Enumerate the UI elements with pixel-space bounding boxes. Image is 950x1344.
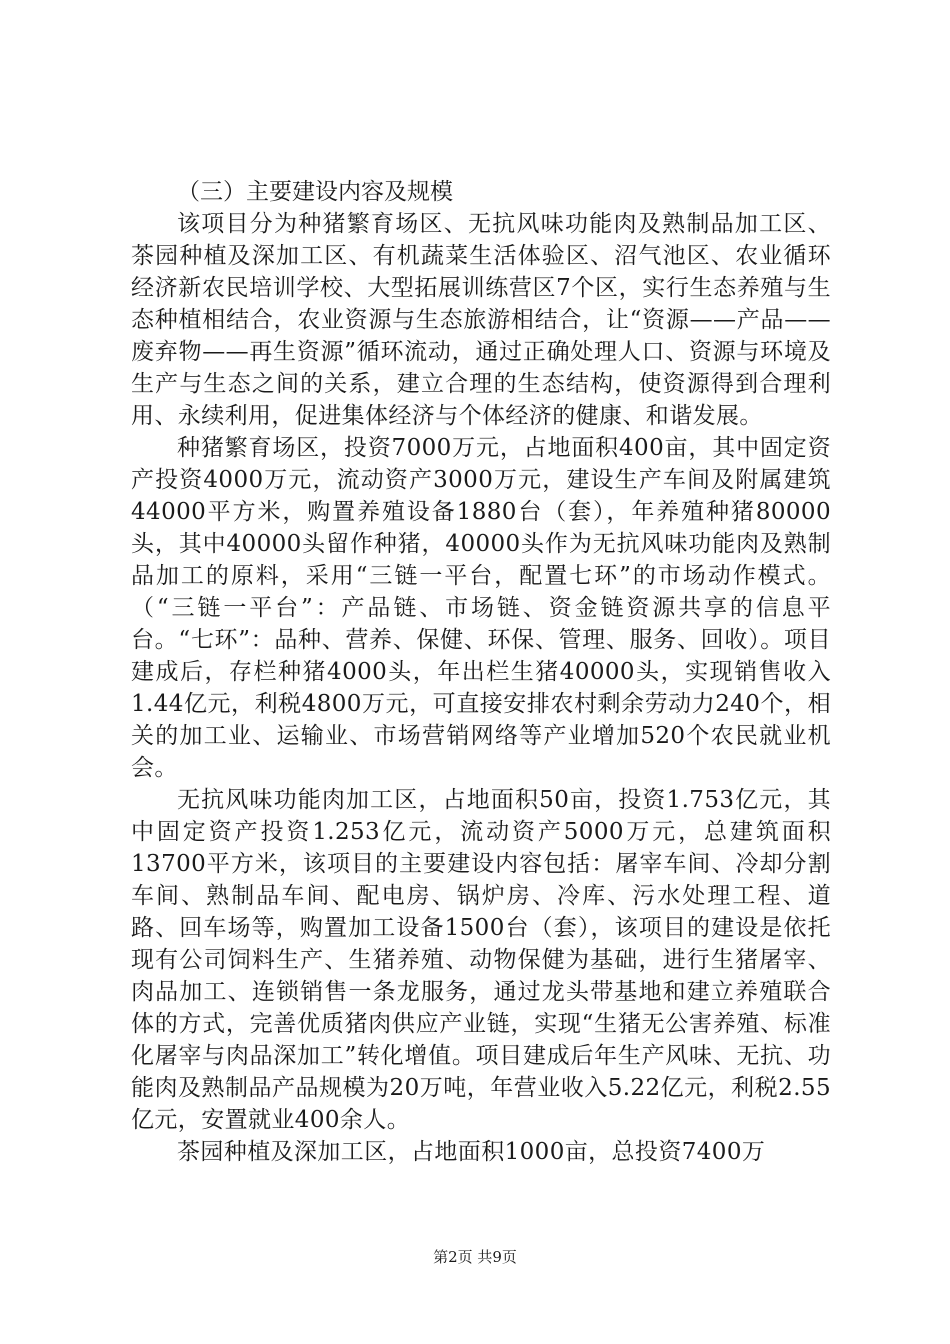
paragraph-tea-garden-area: 茶园种植及深加工区，占地面积1000亩，总投资7400万 [177,1139,766,1165]
paragraph-overview: 该项目分为种猪繁育场区、无抗风味功能肉及熟制品加工区、茶园种植及深加工区、有机蔬菜生活体验区、沼气池区、农业循环经济新农民培训学校、大型拓展训练营区7个区，实行生态养殖与生态种植相结合，农业资源与生态旅游相结合，让“资源——产品——废弃物——再生资源”循环流动，通过正确处理人口、资源与环境及生产与生态之间的关系，建立合理的生态结构，使资源得到合理利用、永续利用，促进集体经济与个体经济的健康、和谐发展。 [131,211,831,429]
paragraph-breeding-area: 种猪繁育场区，投资7000万元，占地面积400亩，其中固定资产投资4000万元，流动资产3000万元，建设生产车间及附属建筑44000平方米，购置养殖设备1880台（套），年养殖种猪80000头，其中40000头留作种猪，40000头作为无抗风味功能肉及熟制品加工的原料，采用“三链一平台，配置七环”的市场动作模式。（“三链一平台”：产品链、市场链、资金链资源共享的信息平台。“七环”：品种、营养、保健、环保、管理、服务、回收）。项目建成后，存栏种猪4000头，年出栏生猪40000头，实现销售收入1.44亿元，利税4800万元，可直接安排农村剩余劳动力240个，相关的加工业、运输业、市场营销网络等产业增加520个农民就业机会。 [131,435,831,781]
page-indicator: 第2页 共9页 [433,1248,517,1266]
section-heading: （三）主要建设内容及规模 [177,179,453,205]
page-footer [0,1247,950,1267]
document-body [131,176,831,1168]
paragraph-meat-processing-area: 无抗风味功能肉加工区，占地面积50亩，投资1.753亿元，其中固定资产投资1.253亿元，流动资产5000万元，总建筑面积13700平方米，该项目的主要建设内容包括：屠宰车间、冷却分割车间、熟制品车间、配电房、锅炉房、冷库、污水处理工程、道路、回车场等，购置加工设备1500台（套），该项目的建设是依托现有公司饲料生产、生猪养殖、动物保健为基础，进行生猪屠宰、肉品加工、连锁销售一条龙服务，通过龙头带基地和建立养殖联合体的方式，完善优质猪肉供应产业链，实现“生猪无公害养殖、标准化屠宰与肉品深加工”转化增值。项目建成后年生产风味、无抗、功能肉及熟制品产品规模为20万吨，年营业收入5.22亿元，利税2.55亿元，安置就业400余人。 [131,787,831,1133]
